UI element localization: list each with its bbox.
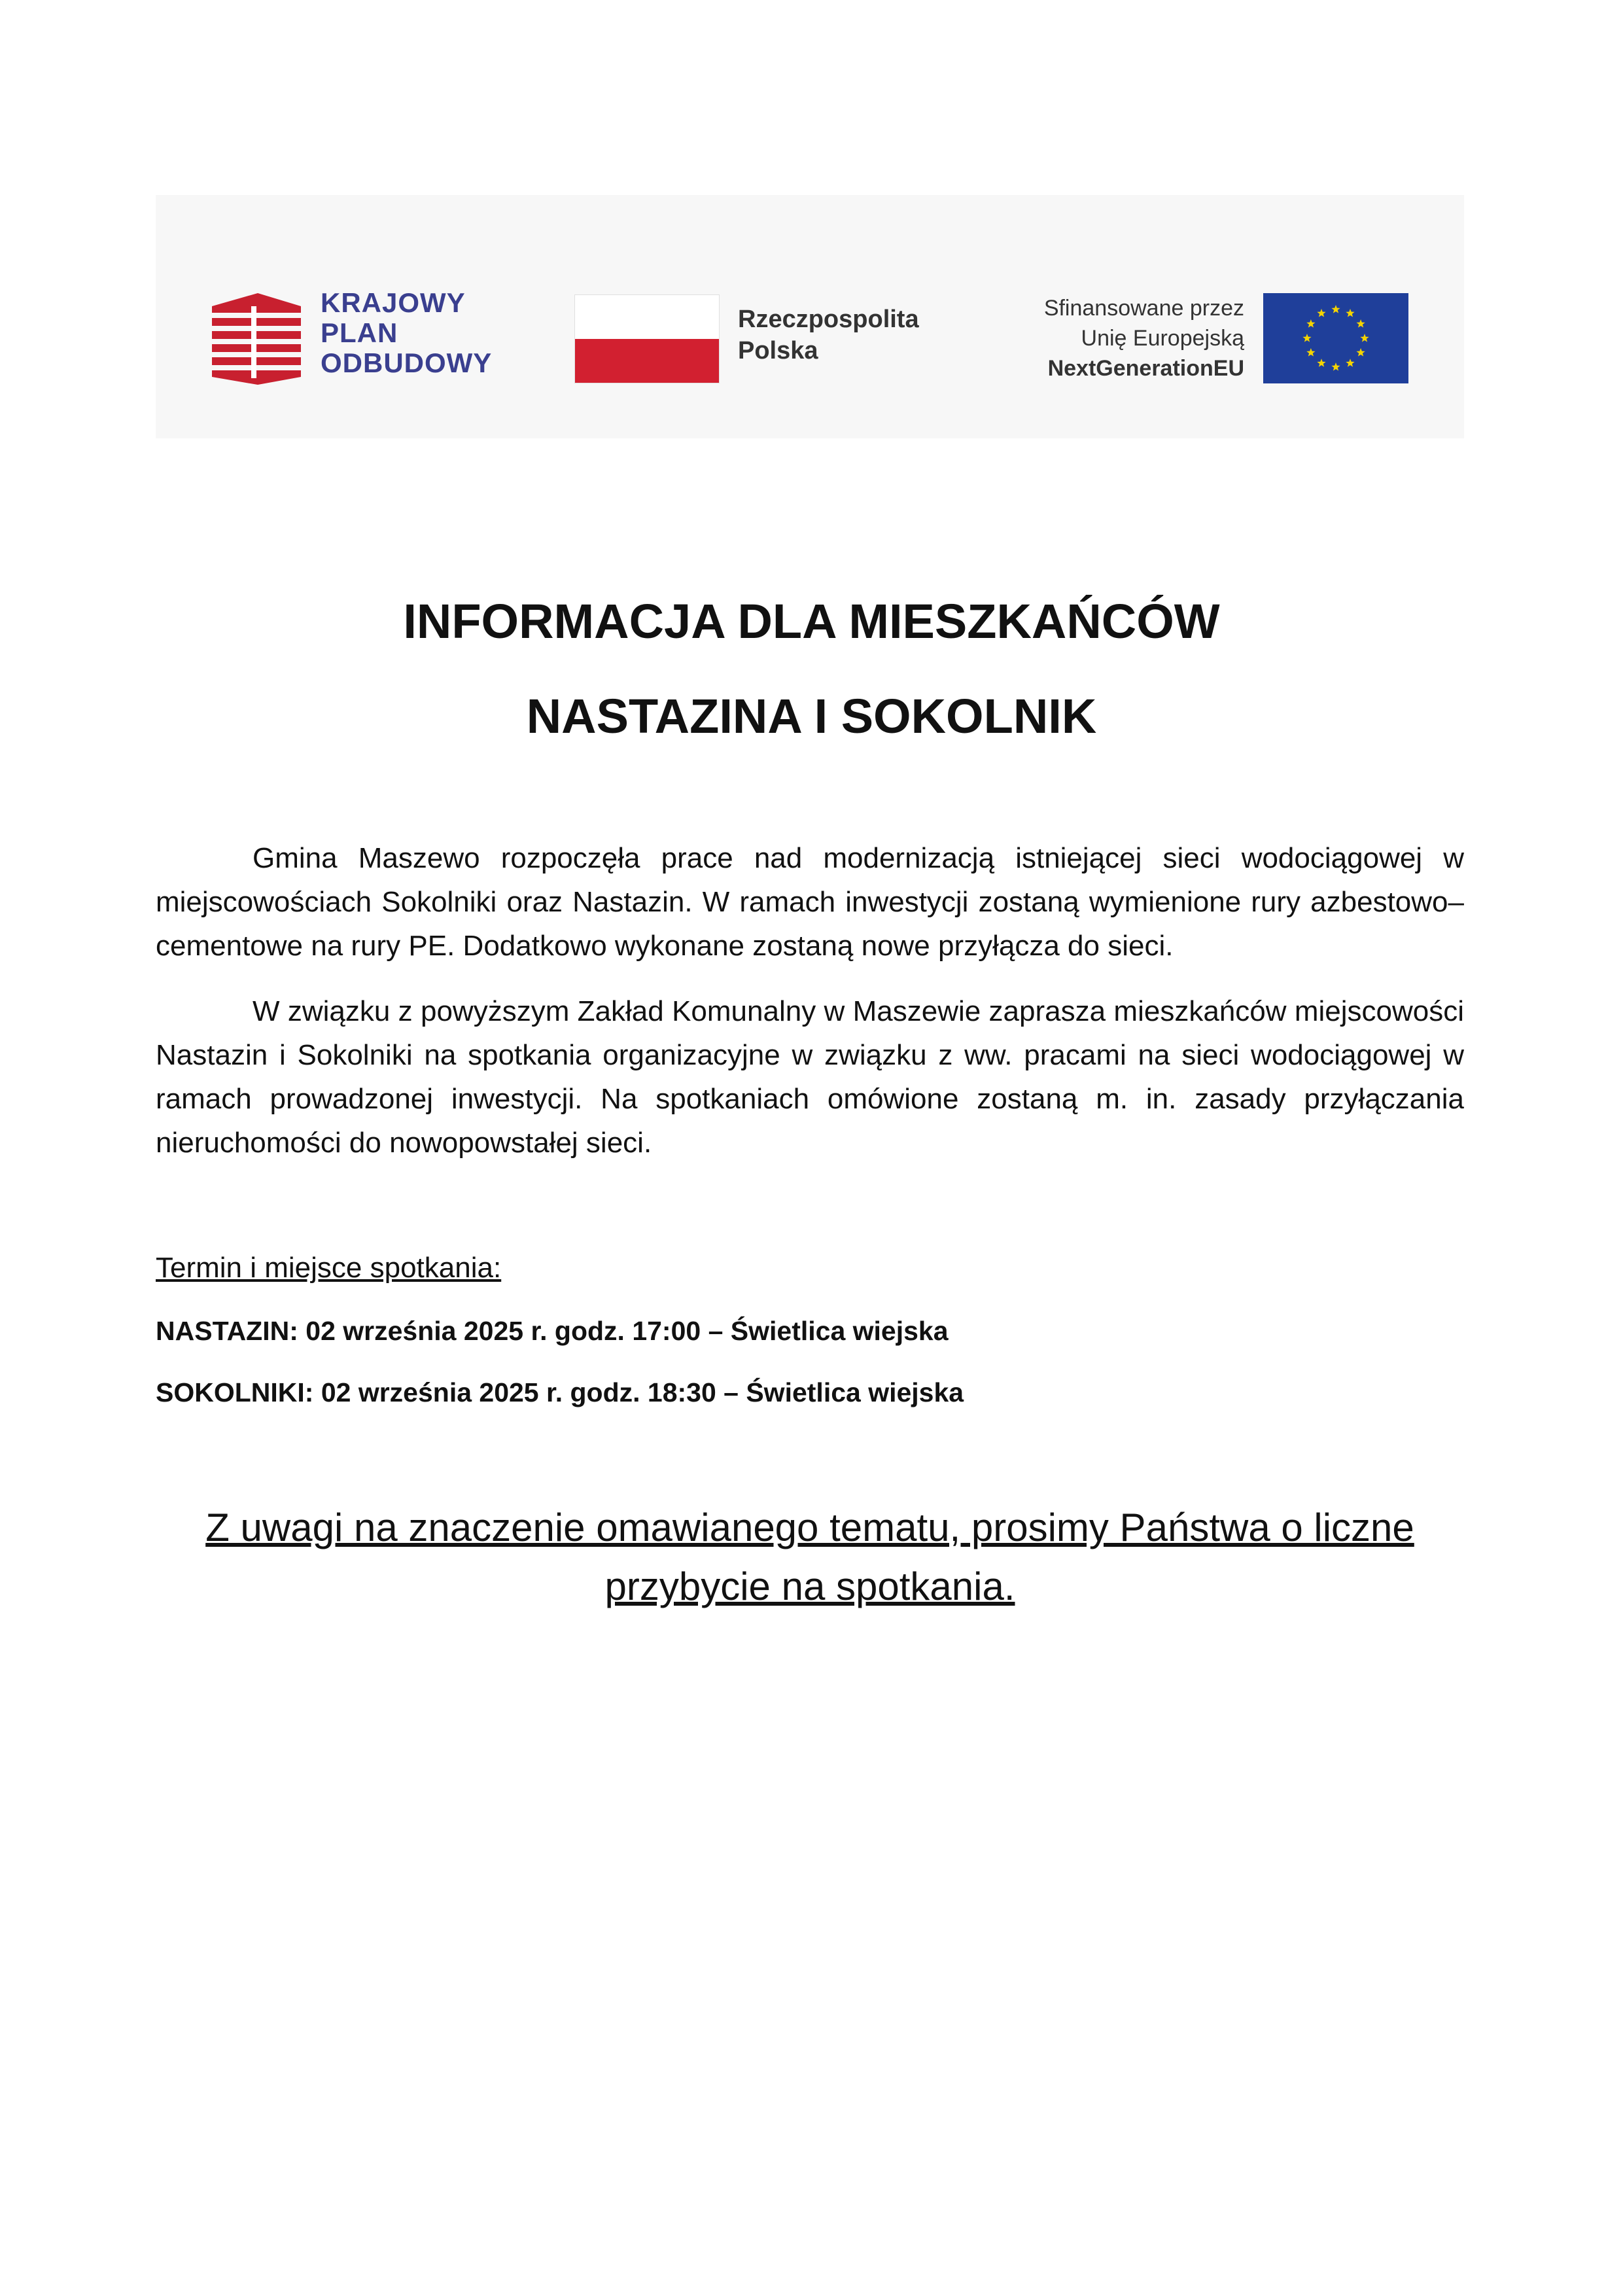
eu-line-2: Unię Europejską	[1081, 326, 1244, 351]
body-paragraph-1: Gmina Maszewo rozpoczęła prace nad modernizacją istniejącej sieci wodociągowej w miejscowościach Sokolniki oraz Nastazin. W ramach inwestycji zostaną wymienione rury azbestowo–cementowe na rury PE. Dodatkowo wykonane zostaną nowe przyłącza do sieci.	[156, 842, 1464, 962]
page-title-line-1: INFORMACJA DLA MIESZKAŃCÓW	[403, 594, 1220, 648]
eu-flag-icon	[1263, 293, 1408, 383]
kpo-logo-text	[321, 288, 492, 378]
krajowy-plan-odbudowy-logo-icon	[212, 293, 301, 385]
poland-flag-icon	[574, 294, 720, 383]
meeting-sokolniki: SOKOLNIKI: 02 września 2025 r. godz. 18:30 – Świetlica wiejska	[156, 1377, 964, 1407]
eu-line-1: Sfinansowane przez	[1043, 296, 1244, 321]
rp-line-2: Polska	[738, 337, 818, 364]
kpo-line-2: PLAN	[321, 317, 398, 348]
meeting-nastazin: NASTAZIN: 02 września 2025 r. godz. 17:00 – Świetlica wiejska	[156, 1316, 949, 1346]
kpo-line-1: KRAJOWY	[321, 287, 466, 318]
eu-funding-text	[1044, 293, 1244, 383]
eu-line-3: NextGenerationEU	[1047, 356, 1244, 381]
rzeczpospolita-polska-text	[738, 304, 919, 366]
logo-bar	[156, 195, 1464, 438]
closing-appeal: Z uwagi na znaczenie omawianego tematu, prosimy Państwa o liczne przybycie na spotkania.	[205, 1506, 1414, 1608]
meeting-section-label: Termin i miejsce spotkania:	[156, 1252, 502, 1284]
kpo-line-3: ODBUDOWY	[321, 347, 493, 378]
body-paragraph-2: W związku z powyższym Zakład Komunalny w Maszewie zaprasza mieszkańców miejscowości Nastazin i Sokolniki na spotkania organizacyjne w związku z ww. pracami na sieci wodociągowej w ramach prowadzonej inwestycji. Na spotkaniach omówione zostaną m. in. zasady przyłączania nieruchomości do nowopowstałej sieci.	[156, 995, 1464, 1159]
rp-line-1: Rzeczpospolita	[738, 306, 919, 333]
page-title-line-2: NASTAZINA I SOKOLNIK	[526, 689, 1097, 743]
